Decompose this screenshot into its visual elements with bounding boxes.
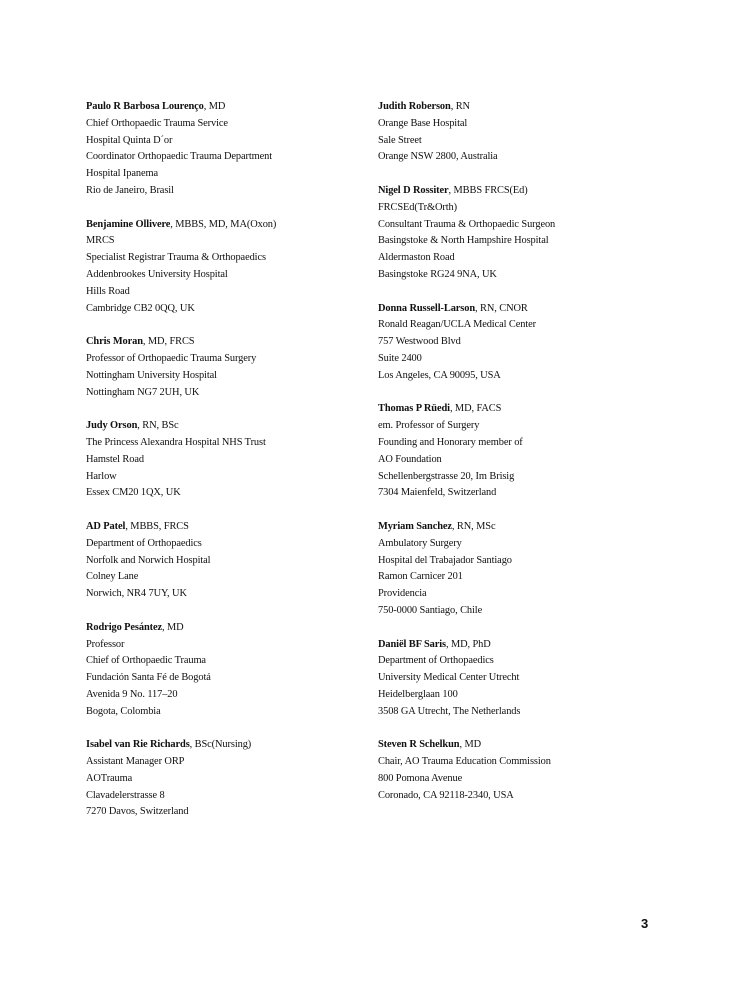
- contributor-header: [86, 217, 386, 234]
- contributor-address-line: Hospital Quinta D´or: [86, 134, 173, 146]
- contributor-address-line: FRCSEd(Tr&Orth): [378, 201, 457, 213]
- contributor-address-line: Norfolk and Norwich Hospital: [86, 554, 211, 566]
- contributor-header: [378, 519, 678, 536]
- contributor-name: Daniël BF Saris: [378, 638, 446, 650]
- contributor-address-line: Chief of Orthopaedic Trauma: [86, 655, 206, 667]
- contributor-header: [378, 401, 678, 418]
- contributor-header: [86, 620, 386, 637]
- contributor-header: [86, 418, 386, 435]
- contributor-address-line: Rio de Janeiro, Brasil: [86, 184, 174, 196]
- contributor-address-line: AOTrauma: [86, 772, 133, 784]
- contributor-name: Judith Roberson: [378, 101, 451, 112]
- contributor-address-line: Aldermaston Road: [378, 252, 455, 264]
- contributor-address-line: AO Foundation: [378, 453, 442, 465]
- contributor-address-line: Harlow: [86, 470, 117, 482]
- page-number: 3: [641, 916, 649, 931]
- contributor-address-line: Chief Orthopaedic Trauma Service: [86, 117, 228, 129]
- contributors-column-left: [86, 99, 386, 838]
- contributor-address-line: Department of Orthopaedics: [378, 655, 494, 667]
- contributor-address-line: Hamstel Road: [86, 453, 144, 465]
- contributor-credentials: , MBBS, MD, MA(Oxon): [170, 218, 277, 230]
- contributor-credentials: , BSc(Nursing): [189, 739, 252, 751]
- contributor-address-line: 757 Westwood Blvd: [378, 336, 461, 348]
- contributor-address-line: Los Angeles, CA 90095, USA: [378, 369, 501, 381]
- contributor-address-line: 7270 Davos, Switzerland: [86, 806, 189, 818]
- contributor-entry: [378, 519, 678, 620]
- contributor-address-line: Cambridge CB2 0QQ, UK: [86, 302, 195, 314]
- contributor-address-line: Chair, AO Trauma Education Commission: [378, 756, 551, 768]
- contributor-address-line: 7304 Maienfeld, Switzerland: [378, 487, 497, 499]
- contributor-address-line: 750-0000 Santiago, Chile: [378, 604, 483, 616]
- contributor-header: [86, 334, 386, 351]
- contributor-credentials: , MD, FACS: [449, 403, 502, 415]
- contributor-name: AD Patel: [86, 520, 126, 532]
- contributor-address-line: Hospital Ipanema: [86, 168, 158, 180]
- contributor-entry: [378, 401, 678, 502]
- contributor-entry: [86, 418, 386, 502]
- contributor-credentials: , RN, MSc: [451, 520, 496, 532]
- contributor-entry: [86, 519, 386, 603]
- contributor-credentials: , MD: [162, 621, 184, 633]
- contributor-name: Chris Moran: [86, 336, 143, 348]
- contributor-name: Steven R Schelkun: [378, 739, 460, 751]
- contributor-name: Isabel van Rie Richards: [86, 739, 190, 751]
- contributor-credentials: , MBBS FRCS(Ed): [448, 184, 528, 196]
- contributor-address-line: Basingstoke RG24 9NA, UK: [378, 268, 497, 280]
- contributor-credentials: , RN, CNOR: [475, 302, 528, 314]
- contributor-address-line: Heidelberglaan 100: [378, 688, 458, 700]
- contributor-address-line: Founding and Honorary member of: [378, 436, 523, 448]
- contributor-header: [86, 99, 386, 116]
- contributor-header: [378, 301, 678, 318]
- contributor-address-line: Ramon Carnicer 201: [378, 571, 463, 583]
- contributor-address-line: Nottingham NG7 2UH, UK: [86, 386, 200, 398]
- contributor-address-line: Specialist Registrar Trauma & Orthopaedics: [86, 252, 266, 264]
- contributor-credentials: , MD, FRCS: [142, 336, 195, 348]
- contributor-address-line: MRCS: [86, 235, 115, 247]
- contributor-header: [378, 183, 678, 200]
- contributor-address-line: Sale Street: [378, 134, 422, 146]
- contributor-credentials: , MD: [203, 101, 226, 112]
- contributor-address-line: em. Professor of Surgery: [378, 420, 480, 432]
- contributor-entry: [378, 737, 678, 804]
- contributor-credentials: , MBBS, FRCS: [125, 520, 189, 532]
- contributor-name: Myriam Sanchez: [378, 520, 452, 532]
- contributor-address-line: The Princess Alexandra Hospital NHS Trust: [86, 436, 266, 448]
- contributor-address-line: Norwich, NR4 7UY, UK: [86, 588, 187, 600]
- contributor-address-line: Professor of Orthopaedic Trauma Surgery: [86, 352, 257, 364]
- contributor-credentials: , MD, PhD: [445, 638, 491, 650]
- contributor-address-line: Nottingham University Hospital: [86, 369, 217, 381]
- contributor-address-line: 3508 GA Utrecht, The Netherlands: [378, 705, 521, 717]
- contributor-header: [86, 519, 386, 536]
- contributor-header: [378, 737, 678, 754]
- contributor-entry: [86, 334, 386, 401]
- contributor-credentials: , RN, BSc: [137, 420, 179, 432]
- contributor-address-line: Suite 2400: [378, 352, 422, 364]
- contributor-name: Benjamine Ollivere: [86, 218, 171, 230]
- contributor-address-line: Schellenbergstrasse 20, Im Brisig: [378, 470, 515, 482]
- contributor-name: Thomas P Rüedi: [378, 403, 450, 415]
- contributor-address-line: Clavadelerstrasse 8: [86, 789, 165, 801]
- contributor-name: Judy Orson: [86, 420, 138, 432]
- contributor-credentials: , MD: [459, 739, 481, 751]
- contributor-address-line: Orange NSW 2800, Australia: [378, 151, 498, 163]
- contributor-address-line: Providencia: [378, 588, 427, 600]
- contributor-address-line: Department of Orthopaedics: [86, 537, 202, 549]
- contributor-header: [86, 737, 386, 754]
- contributor-address-line: Hospital del Trabajador Santiago: [378, 554, 512, 566]
- contributor-name: Donna Russell-Larson: [378, 302, 476, 314]
- contributor-address-line: Fundación Santa Fé de Bogotá: [86, 672, 211, 684]
- contributor-address-line: Addenbrookes University Hospital: [86, 268, 228, 280]
- contributor-address-line: Assistant Manager ORP: [86, 756, 185, 768]
- contributor-address-line: Professor: [86, 638, 125, 650]
- contributor-address-line: Hills Road: [86, 285, 130, 297]
- contributor-entry: [86, 620, 386, 721]
- contributor-name: Nigel D Rossiter: [378, 184, 449, 196]
- contributor-header: [378, 637, 678, 654]
- contributor-name: Paulo R Barbosa Lourenço: [86, 101, 204, 112]
- contributor-entry: [86, 217, 386, 318]
- contributor-address-line: 800 Pomona Avenue: [378, 772, 463, 784]
- contributor-address-line: Bogota, Colombia: [86, 705, 161, 717]
- contributor-address-line: Consultant Trauma & Orthopaedic Surgeon: [378, 218, 556, 230]
- contributor-entry: [86, 737, 386, 821]
- contributor-credentials: , RN: [450, 101, 470, 112]
- contributor-address-line: Ronald Reagan/UCLA Medical Center: [378, 319, 537, 331]
- contributor-name: Rodrigo Pesántez: [86, 621, 163, 633]
- contributor-address-line: University Medical Center Utrecht: [378, 672, 520, 684]
- contributor-address-line: Essex CM20 1QX, UK: [86, 487, 181, 499]
- contributor-address-line: Ambulatory Surgery: [378, 537, 462, 549]
- contributor-address-line: Orange Base Hospital: [378, 117, 468, 129]
- contributor-address-line: Coronado, CA 92118-2340, USA: [378, 789, 514, 801]
- contributor-entry: [86, 99, 386, 200]
- contributor-entry: [378, 99, 678, 166]
- contributor-entry: [378, 637, 678, 721]
- contributor-header: [378, 99, 678, 116]
- contributor-address-line: Basingstoke & North Hampshire Hospital: [378, 235, 549, 247]
- contributor-address-line: Avenida 9 No. 117–20: [86, 688, 178, 700]
- contributor-entry: [378, 183, 678, 284]
- contributor-address-line: Coordinator Orthopaedic Trauma Department: [86, 151, 273, 163]
- contributors-column-right: [378, 99, 678, 821]
- contributor-address-line: Colney Lane: [86, 571, 139, 583]
- contributor-entry: [378, 301, 678, 385]
